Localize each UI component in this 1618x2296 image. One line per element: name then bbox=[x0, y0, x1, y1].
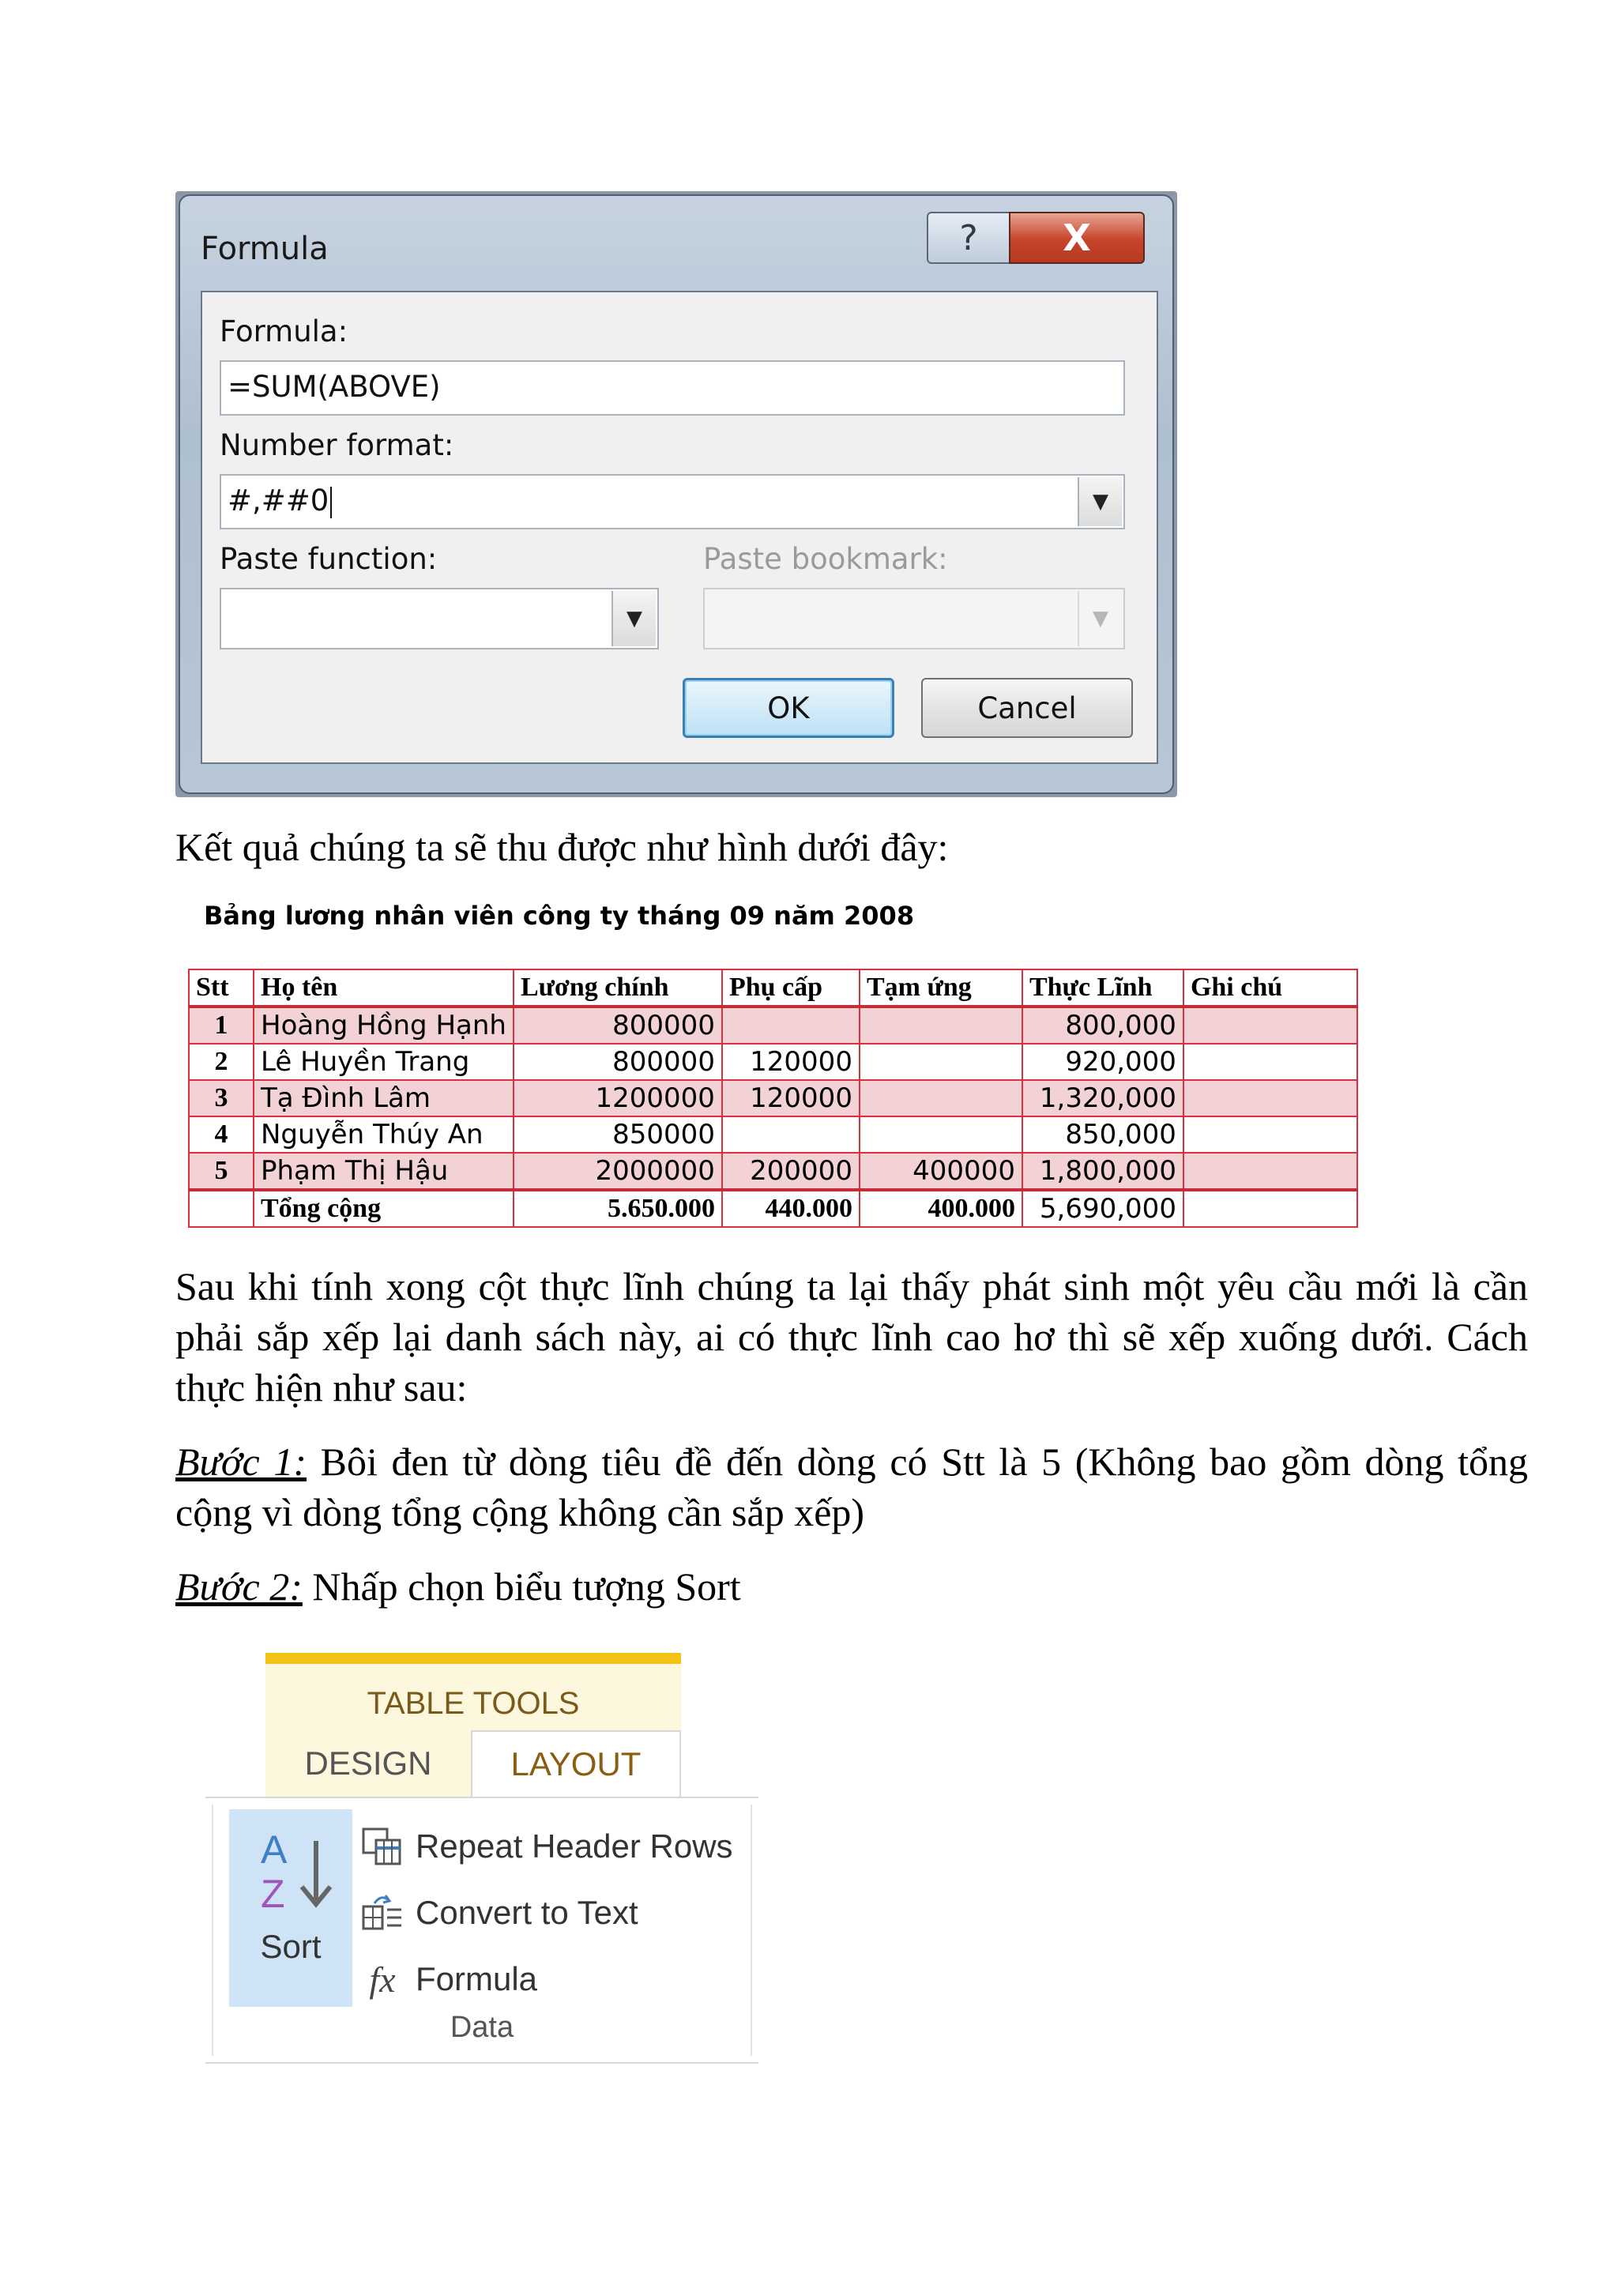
header-ghi-chu: Ghi chú bbox=[1183, 969, 1357, 1007]
paste-function-label: Paste function: bbox=[220, 542, 438, 576]
cell-tam-ung: 400000 bbox=[860, 1153, 1022, 1190]
convert-to-text-button[interactable] bbox=[360, 1885, 638, 1940]
cell-stt: 2 bbox=[189, 1044, 254, 1080]
total-label: Tổng cộng bbox=[254, 1190, 514, 1227]
total-thuc-linh: 5,690,000 bbox=[1022, 1190, 1183, 1227]
cell-luong-chinh: 800000 bbox=[514, 1007, 722, 1044]
number-format-dropdown-button[interactable] bbox=[1078, 477, 1122, 526]
fx-formula-icon: fx bbox=[369, 1959, 396, 2000]
cell-stt: 5 bbox=[189, 1153, 254, 1190]
paste-bookmark-dropdown-button bbox=[1078, 591, 1122, 646]
header-luong-chinh: Lương chính bbox=[514, 969, 722, 1007]
cell-stt bbox=[189, 1190, 254, 1227]
chevron-down-icon: ▼ bbox=[1093, 490, 1108, 514]
number-format-combobox[interactable] bbox=[220, 474, 1125, 529]
svg-text:Z: Z bbox=[261, 1872, 285, 1912]
data-group bbox=[212, 1805, 752, 2056]
formula-button[interactable] bbox=[360, 1952, 537, 2007]
paste-function-select[interactable] bbox=[220, 588, 659, 649]
table-row bbox=[189, 1116, 1357, 1153]
cell-phu-cap: 120000 bbox=[722, 1044, 860, 1080]
total-phu-cap: 440.000 bbox=[722, 1190, 860, 1227]
tab-layout[interactable]: LAYOUT bbox=[471, 1730, 681, 1797]
cell-phu-cap: 200000 bbox=[722, 1153, 860, 1190]
table-header-row bbox=[189, 969, 1357, 1007]
sort-label: Sort bbox=[260, 1928, 322, 1965]
cell-phu-cap: 120000 bbox=[722, 1080, 860, 1116]
total-tam-ung: 400.000 bbox=[860, 1190, 1022, 1227]
step-1-text: Bôi đen từ dòng tiêu đề đến dòng có Stt là 5 (Không bao gồm dòng tổng cộng vì dòng tổng cộng không cần sắp xếp) bbox=[175, 1440, 1528, 1534]
cell-name: Nguyễn Thúy An bbox=[254, 1116, 514, 1153]
cell-ghi-chu bbox=[1183, 1007, 1357, 1044]
result-intro-text: Kết quả chúng ta sẽ thu được như hình dưới đây: bbox=[175, 825, 949, 869]
close-button[interactable]: X bbox=[1009, 212, 1145, 264]
table-tools-label: TABLE TOOLS bbox=[367, 1686, 580, 1721]
number-format-value: #,##0 bbox=[228, 484, 329, 518]
cell-name: Phạm Thị Hậu bbox=[254, 1153, 514, 1190]
repeat-header-rows-button[interactable] bbox=[360, 1819, 733, 1874]
cell-phu-cap bbox=[722, 1116, 860, 1153]
dialog-title: Formula bbox=[201, 231, 329, 267]
svg-text:A: A bbox=[261, 1827, 288, 1872]
step-2-paragraph bbox=[175, 1561, 1528, 1612]
cell-ghi-chu bbox=[1183, 1080, 1357, 1116]
step-1-label: Bước 1: bbox=[175, 1440, 307, 1484]
paste-bookmark-label: Paste bookmark: bbox=[703, 542, 948, 576]
ribbon-table-tools bbox=[205, 1651, 758, 2078]
ribbon-panel bbox=[205, 1797, 758, 2064]
cell-name: Hoàng Hồng Hạnh bbox=[254, 1007, 514, 1044]
header-tam-ung: Tạm ứng bbox=[860, 969, 1022, 1007]
header-ho-ten: Họ tên bbox=[254, 969, 514, 1007]
cell-ghi-chu bbox=[1183, 1153, 1357, 1190]
paste-bookmark-select bbox=[703, 588, 1125, 649]
header-stt: Stt bbox=[189, 969, 254, 1007]
cell-stt: 1 bbox=[189, 1007, 254, 1044]
dialog-body bbox=[201, 291, 1158, 764]
cell-ghi-chu bbox=[1183, 1116, 1357, 1153]
step-2-label: Bước 2: bbox=[175, 1564, 303, 1609]
cell-tam-ung bbox=[860, 1007, 1022, 1044]
table-total-row bbox=[189, 1190, 1357, 1227]
cell-luong-chinh: 850000 bbox=[514, 1116, 722, 1153]
text-cursor bbox=[330, 487, 332, 518]
formula-dialog bbox=[175, 191, 1177, 797]
cell-tam-ung bbox=[860, 1080, 1022, 1116]
header-thuc-linh: Thực Lĩnh bbox=[1022, 969, 1183, 1007]
paste-function-dropdown-button[interactable] bbox=[611, 591, 656, 646]
table-row bbox=[189, 1080, 1357, 1116]
cell-luong-chinh: 1200000 bbox=[514, 1080, 722, 1116]
header-phu-cap: Phụ cấp bbox=[722, 969, 860, 1007]
convert-to-text-icon bbox=[360, 1893, 404, 1933]
data-group-label: Data bbox=[450, 2011, 514, 2044]
cell-luong-chinh: 800000 bbox=[514, 1044, 722, 1080]
ok-button[interactable]: OK bbox=[683, 678, 894, 738]
cell-thuc-linh: 800,000 bbox=[1022, 1007, 1183, 1044]
cell-luong-chinh: 2000000 bbox=[514, 1153, 722, 1190]
convert-to-text-label: Convert to Text bbox=[416, 1894, 638, 1931]
tab-design[interactable]: DESIGN bbox=[304, 1745, 432, 1782]
total-luong-chinh: 5.650.000 bbox=[514, 1190, 722, 1227]
formula-label: Formula: bbox=[220, 314, 348, 348]
table-title: Bảng lương nhân viên công ty tháng 09 năm 2008 bbox=[204, 901, 915, 931]
table-row bbox=[189, 1044, 1357, 1080]
sort-button[interactable] bbox=[229, 1809, 352, 2007]
cell-ghi-chu bbox=[1183, 1190, 1357, 1227]
cell-thuc-linh: 920,000 bbox=[1022, 1044, 1183, 1080]
cell-name: Lê Huyền Trang bbox=[254, 1044, 514, 1080]
sort-paragraph: Sau khi tính xong cột thực lĩnh chúng ta lại thấy phát sinh một yêu cầu mới là cần phải sắp xếp lại danh sách này, ai có thực lĩnh cao hơ thì sẽ xếp xuống dưới. Cách thực hiện như sau: bbox=[175, 1264, 1528, 1410]
repeat-header-rows-label: Repeat Header Rows bbox=[416, 1827, 733, 1865]
cell-ghi-chu bbox=[1183, 1044, 1357, 1080]
sort-az-icon bbox=[258, 1825, 337, 1912]
formula-input[interactable] bbox=[220, 360, 1125, 416]
cancel-button[interactable]: Cancel bbox=[921, 678, 1133, 738]
cell-stt: 3 bbox=[189, 1080, 254, 1116]
cell-thuc-linh: 1,800,000 bbox=[1022, 1153, 1183, 1190]
dialog-frame bbox=[179, 194, 1174, 794]
formula-label: Formula bbox=[416, 1960, 538, 1997]
cell-stt: 4 bbox=[189, 1116, 254, 1153]
table-row bbox=[189, 1007, 1357, 1044]
cell-phu-cap bbox=[722, 1007, 860, 1044]
context-accent-bar bbox=[265, 1653, 681, 1664]
cell-thuc-linh: 850,000 bbox=[1022, 1116, 1183, 1153]
number-format-label: Number format: bbox=[220, 428, 454, 462]
formula-input-value: =SUM(ABOVE) bbox=[228, 370, 441, 404]
step-1-paragraph bbox=[175, 1436, 1528, 1538]
repeat-header-rows-icon bbox=[360, 1827, 404, 1866]
table-row bbox=[189, 1153, 1357, 1190]
cell-thuc-linh: 1,320,000 bbox=[1022, 1080, 1183, 1116]
cell-tam-ung bbox=[860, 1044, 1022, 1080]
step-2-text: Nhấp chọn biểu tượng Sort bbox=[302, 1564, 741, 1609]
cell-name: Tạ Đình Lâm bbox=[254, 1080, 514, 1116]
chevron-down-icon: ▼ bbox=[1093, 607, 1108, 630]
help-button[interactable]: ? bbox=[927, 212, 1010, 264]
chevron-down-icon: ▼ bbox=[627, 607, 642, 630]
salary-table bbox=[188, 969, 1358, 1228]
cell-tam-ung bbox=[860, 1116, 1022, 1153]
